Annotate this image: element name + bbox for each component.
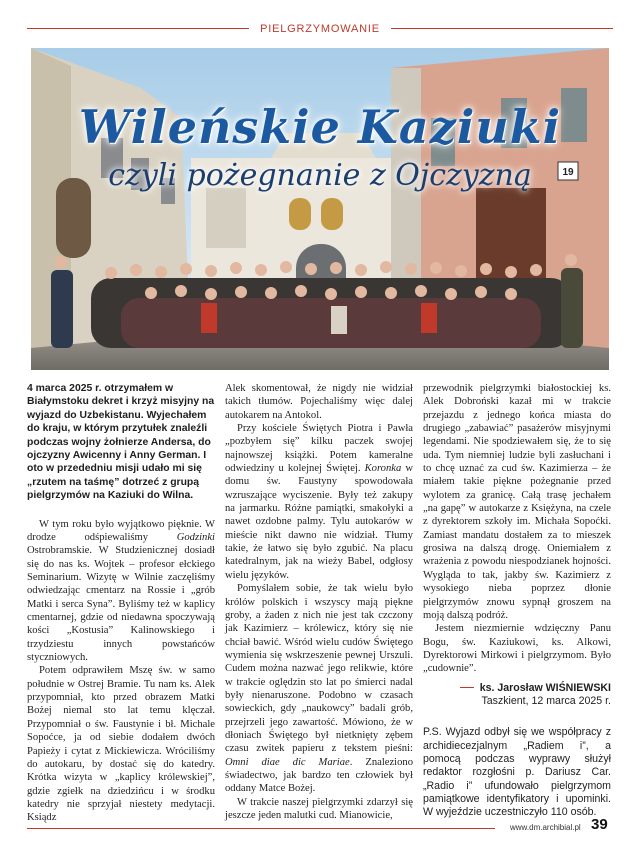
paragraph: Pomyślałem sobie, że tak wielu było królów polskich i wszyscy mają piękne groby, a żaden z nich nie jest tak czczony jak Kazimierz – królewicz, który się nie chciał bawić. Wśród wielu cudów Świętego wymienia się wskrzeszenie pewnej Urszuli. Cudem można nazwać jego relikwie, które w trakcie oględzin sto lat po śmierci nadal były nienaruszone. Podobno w czasach sowieckich, gdy „naukowcy” badali grób, przejrzeli jego zawartość. Mówiono, że w dłoniach Świętego był nietknięty zębem czasu zwitek papieru z tekstem pieśni: Omni diae dic Mariae. Znaleziono świadectwo, jak bardzo ten człowiek był oddany Matce Bożej.	[225, 583, 413, 795]
paragraph: przewodnik pielgrzymki białostockiej ks. Alek Dobroński kazał mi w trakcie przejazdu z jednego końca miasta do drugiego „zabawiać” pasażerów misyjnymi legendami. Nie spodziewałem się, że to się uda. Tym niemniej ludzie byli zasłuchani i to chcę uznać za cud św. Kazimierza – że miałem takie piękne pożegnanie przed wylotem za granicę. Całą trasę jechałem „na gapę” w autokarze z Księżyna, na czele z dyrektorem szkoły im. Michała Sopoćki. Zamiast mandatu dostałem za to mieszek grosiwa na dalszą drogę. Oniemiałem z wrażenia z powodu niespodzianek hojności. Wygląda to tak, jakby św. Kazimierz z wysokiego nieba poprzez dłonie pielgrzymów znowu sypnął groszem na moją dalszą podróż.	[423, 383, 611, 621]
footer-rule	[27, 828, 495, 829]
column-2	[225, 382, 413, 822]
paragraph: Alek skomentował, że nigdy nie widział takich tłumów. Pojechaliśmy więc dalej autokarem na Antokol.	[225, 383, 413, 421]
paragraph: W tym roku było wyjątkowo pięknie. W drodze odśpiewaliśmy Godzinki Ostrobramskie. W Studzienicznej dosiadł się do nas ks. Wojtek – profesor ełckiego Seminarium. Wizytę w Wilnie zaczęliśmy odwiedzając cmentarz na Rossie i „grób Matki i serca Syna”. Byliśmy też w kaplicy cmentarnej, gdzie od niedawna spoczywają kości „Kostusia” Kalinowskiego i trzydziestu innych powstańców styczniowych.	[27, 518, 215, 664]
footer-url[interactable]: www.dm.archibial.pl	[510, 823, 581, 832]
header-rule-right	[391, 28, 613, 29]
page-number: 39	[591, 816, 608, 833]
author-name: ks. Jarosław WIŚNIEWSKI	[423, 682, 611, 695]
signature-rule	[460, 687, 474, 688]
paragraph: Jestem niezmiernie wdzięczny Panu Bogu, św. Kaziukowi, ks. Alkowi, Dyrektorowi Mirkowi i pielgrzymom. Było „cudownie”.	[423, 623, 611, 675]
place-date: Taszkient, 12 marca 2025 r.	[481, 694, 611, 707]
hero-photo	[31, 48, 609, 370]
section-title: PIELGRZYMOWANIE	[260, 23, 380, 35]
column-3	[423, 382, 611, 820]
group-photo-illustration	[31, 48, 609, 370]
signature-block	[423, 682, 611, 709]
article-subtitle: czyli pożegnanie z Ojczyzną	[108, 158, 532, 193]
paragraph: Potem odprawiłem Mszę św. w samo południe w Ostrej Bramie. Tu nam ks. Alek przypomniał, kto przed obrazem Matki Bożej niemal sto lat temu klęczał. Przypomniał o św. Faustynie i bł. Michale Sopoćce, ja od siebie dodałem dwóch Papieży i cytat z Mickiewicza. Wróciliśmy do autokaru, by dostać się do katedry. Krótka wizyta w „kaplicy królewskiej”, gdzie zgiełk na dziedzińcu i w środku katedry nie sprzyjał niestety medytacji. Ksiądz	[27, 665, 215, 824]
article-lead: 4 marca 2025 r. otrzymałem w Białymstoku dekret i krzyż misyjny na wyjazd do Uzbekistanu. Wyjechałem do kraju, w którym przytułek znaleźli podczas wojny żołnierze Andersa, do ojczyzny Awicenny i Anny German. I oto w przededniu misji udało mi się „rzutem na taśmę” dotrzeć z grupą pielgrzymów na Kaziuki do Wilna.	[27, 383, 215, 502]
paragraph: Przy kościele Świętych Piotra i Pawła „pozbyłem się” kilku paczek swojej najnowszej książki. Potem kameralne odwiedziny u kolejnej Świętej. Koronka w domu św. Faustyny spowodowała wzruszające wyciszenie. Były też zakupy na jarmarku. Różne pamiątki, smakołyki a nawet ozdobne palmy. Tylu autokarów w mieście nikt dawno nie widział. Tłumy takie, że łatwo się było zgubić. Na placu katedralnym, jak na wieży Babel, odgłosy wielu języków.	[225, 423, 413, 581]
column-1	[27, 382, 215, 825]
section-header	[27, 20, 613, 38]
article-title: Wileńskie Kaziuki	[78, 100, 562, 154]
house-number: 19	[562, 167, 574, 178]
postscript: P.S. Wyjazd odbył się we współpracy z archidiecezjalnym „Radiem i”, a pomocą podczas wyprawy służył redaktor rozgłośni p. Dariusz Car. „Radio i” ufundowało pielgrzymom pamiątkowe identyfikatory i upominki. W wyjeździe uczestniczyło 110 osób.	[423, 726, 611, 819]
paragraph: W trakcie naszej pielgrzymki zdarzył się jeszcze jeden malutki cud. Mianowicie,	[225, 796, 413, 821]
